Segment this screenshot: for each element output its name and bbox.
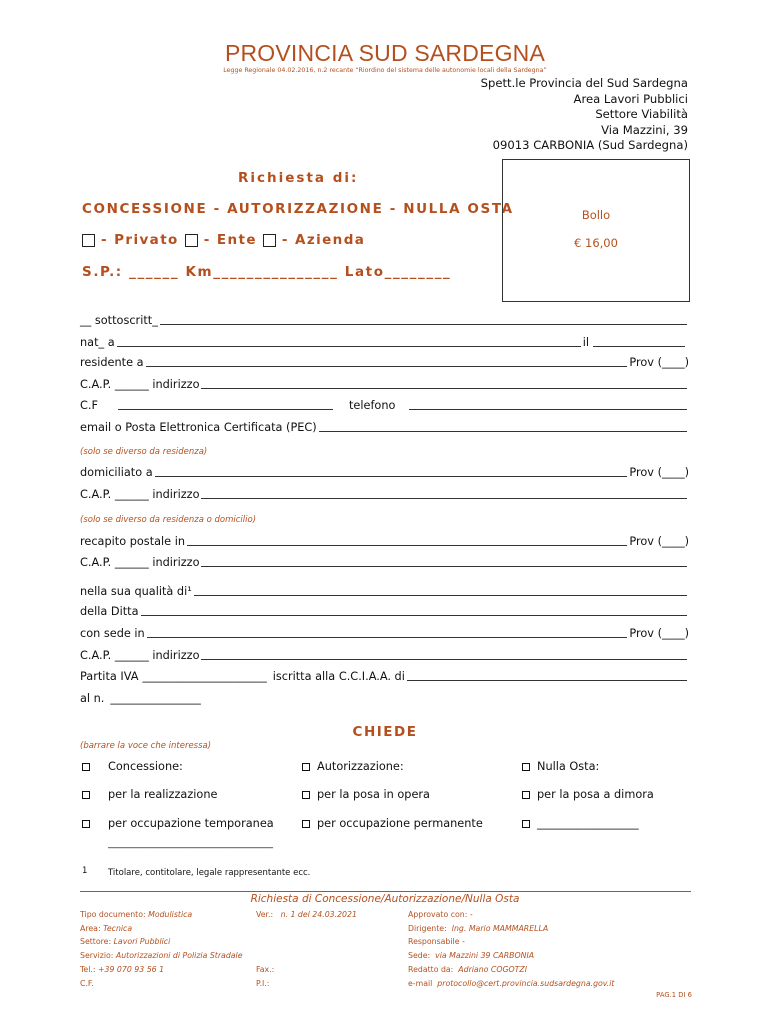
footer-tel: Tel.: +39 070 93 56 1 — [80, 965, 165, 974]
option-blank-line: _________________________________ — [108, 838, 273, 849]
option-posa-dimora[interactable] — [522, 788, 654, 801]
field-label: nella sua qualità di¹ — [80, 585, 192, 598]
document-title: PROVINCIA SUD SARDEGNA — [224, 40, 546, 66]
field-label: residente a — [80, 356, 144, 369]
field-label: il — [582, 336, 589, 349]
field-cap-address-3[interactable] — [80, 554, 689, 570]
recipient-line: Settore Viabilità — [595, 107, 688, 121]
azienda-label: - Azienda — [281, 232, 366, 248]
field-label: Prov (____) — [629, 535, 689, 548]
option-label: Nulla Osta: — [537, 760, 600, 773]
footer-pi: P.I.: — [256, 979, 270, 988]
field-label: C.A.P. ______ indirizzo — [80, 556, 200, 569]
field-sottoscritto[interactable] — [80, 312, 689, 328]
privato-label: - Privato — [101, 232, 179, 248]
field-label: Prov (____) — [629, 356, 689, 369]
checkbox-icon — [522, 820, 530, 828]
footer-title: Richiesta di Concessione/Autorizzazione/Nulla Osta — [250, 893, 520, 905]
recipient-line: Area Lavori Pubblici — [573, 91, 688, 106]
footnote-text: Titolare, contitolare, legale rappresentante ecc. — [108, 868, 311, 878]
footer-area: Area: Tecnica — [80, 924, 133, 933]
option-label: Concessione: — [108, 760, 183, 773]
footer-fax: Fax.: — [256, 965, 275, 974]
checkbox-icon — [302, 820, 310, 828]
checkbox-icon — [302, 791, 310, 799]
request-title: Richiesta di: — [238, 170, 359, 186]
field-cap-address-2[interactable] — [80, 486, 689, 502]
field-label: __ sottoscritt_ — [80, 314, 158, 327]
footer-redatto: Redatto da: Adriano COGOTZI — [408, 965, 528, 974]
field-label: email o Posta Elettronica Certificata (PEC) — [80, 421, 317, 434]
option-nulla-osta[interactable] — [522, 760, 599, 773]
field-birthplace[interactable] — [80, 334, 689, 350]
field-label: recapito postale in — [80, 535, 186, 548]
recipient-address — [481, 76, 688, 154]
checkbox-icon — [302, 763, 310, 771]
footer-servizio: Servizio: Autorizzazioni di Polizia Stradale — [80, 951, 243, 960]
option-label: per occupazione permanente — [317, 817, 483, 830]
option-label: per la realizzazione — [108, 788, 218, 801]
option-realizzazione[interactable] — [82, 788, 217, 801]
option-other[interactable] — [522, 817, 639, 830]
field-label: telefono — [348, 399, 396, 412]
field-cap-address-4[interactable] — [80, 647, 689, 663]
field-blank: ______________________ — [142, 670, 267, 683]
stamp-amount: € 16,00 — [574, 236, 618, 250]
footer-cf: C.F. — [80, 979, 94, 988]
law-reference: Legge Regionale 04.02.2016, n.2 recante “Riordino del sistema delle autonomie locali della Sardegna” — [223, 67, 547, 74]
field-label: al n. — [80, 692, 105, 705]
field-vat-cciaa[interactable] — [80, 668, 689, 684]
field-quality[interactable] — [80, 583, 689, 599]
road-location-line: S.P.: ______ Km_______________ Lato________ — [82, 264, 452, 280]
field-domicile[interactable] — [80, 464, 689, 480]
field-label: C.A.P. ______ indirizzo — [80, 649, 200, 662]
ente-checkbox[interactable] — [185, 234, 198, 247]
field-postal[interactable] — [80, 533, 689, 549]
option-occ-temporanea[interactable] — [82, 817, 274, 830]
footer-tipo: Tipo documento: Modulistica — [80, 910, 193, 919]
field-label: C.A.P. ______ indirizzo — [80, 378, 200, 391]
checkbox-icon — [522, 763, 530, 771]
footer-responsabile: Responsabile - — [408, 937, 465, 946]
field-label: con sede in — [80, 627, 145, 640]
option-posa-opera[interactable] — [302, 788, 430, 801]
applicant-type — [82, 232, 365, 248]
recipient-line: Spett.le Provincia del Sud Sardegna — [480, 76, 688, 90]
checkbox-icon — [522, 791, 530, 799]
option-label: __________________ — [537, 817, 639, 830]
field-label: C.F — [80, 399, 98, 412]
field-pec[interactable] — [80, 419, 689, 435]
privato-checkbox[interactable] — [82, 234, 95, 247]
field-label: nat_ a — [80, 336, 115, 349]
field-label: Partita IVA — [80, 670, 139, 683]
page-number: PAG.1 DI 6 — [656, 991, 692, 999]
footer-settore: Settore: Lavori Pubblici — [80, 937, 171, 946]
option-concessione[interactable] — [82, 760, 183, 773]
azienda-checkbox[interactable] — [263, 234, 276, 247]
footer-ver: Ver.: n. 1 del 24.03.2021 — [256, 910, 357, 919]
field-number[interactable] — [80, 690, 689, 706]
field-label: C.A.P. ______ indirizzo — [80, 488, 200, 501]
recipient-line: Via Mazzini, 39 — [601, 122, 688, 137]
request-type: CONCESSIONE - AUTORIZZAZIONE - NULLA OSTA — [82, 201, 514, 217]
checkbox-icon — [82, 763, 90, 771]
recipient-line: 09013 CARBONIA (Sud Sardegna) — [492, 138, 688, 152]
footer-divider — [80, 891, 691, 892]
field-company[interactable] — [80, 603, 689, 619]
field-label: Prov (____) — [629, 466, 689, 479]
field-label: Prov (____) — [629, 627, 689, 640]
footer-email[interactable]: e-mail protocollo@cert.provincia.sudsardegna.gov.it — [408, 979, 615, 988]
option-label: Autorizzazione: — [317, 760, 404, 773]
option-occ-permanente[interactable] — [302, 817, 483, 830]
chiede-note: (barrare la voce che interessa) — [80, 741, 212, 751]
field-cap-address[interactable] — [80, 376, 689, 392]
option-label: per la posa in opera — [317, 788, 430, 801]
stamp-label: Bollo — [581, 208, 611, 222]
option-label: per la posa a dimora — [537, 788, 654, 801]
field-company-seat[interactable] — [80, 625, 689, 641]
field-blank: ________________ — [110, 692, 201, 705]
ente-label: - Ente — [203, 232, 257, 248]
field-label: della Ditta — [80, 605, 139, 618]
note-domicile: (solo se diverso da residenza o domicilio) — [80, 515, 257, 525]
option-autorizzazione[interactable] — [302, 760, 404, 773]
note-residence: (solo se diverso da residenza) — [80, 447, 208, 457]
footer-sede: Sede: via Mazzini 39 CARBONIA — [408, 951, 535, 960]
field-label: iscritta alla C.C.I.A.A. di — [272, 670, 405, 683]
checkbox-icon — [82, 791, 90, 799]
field-residence[interactable] — [80, 354, 689, 370]
option-label: per occupazione temporanea — [108, 817, 274, 830]
checkbox-icon — [82, 820, 90, 828]
footer-approvato: Approvato con: - — [408, 910, 473, 919]
chiede-heading: CHIEDE — [352, 724, 418, 740]
stamp-box — [502, 159, 690, 302]
field-cf-phone[interactable] — [80, 397, 689, 413]
footnote-mark: 1 — [82, 866, 88, 876]
field-label: domiciliato a — [80, 466, 153, 479]
footer-dirigente: Dirigente: Ing. Mario MAMMARELLA — [408, 924, 549, 933]
